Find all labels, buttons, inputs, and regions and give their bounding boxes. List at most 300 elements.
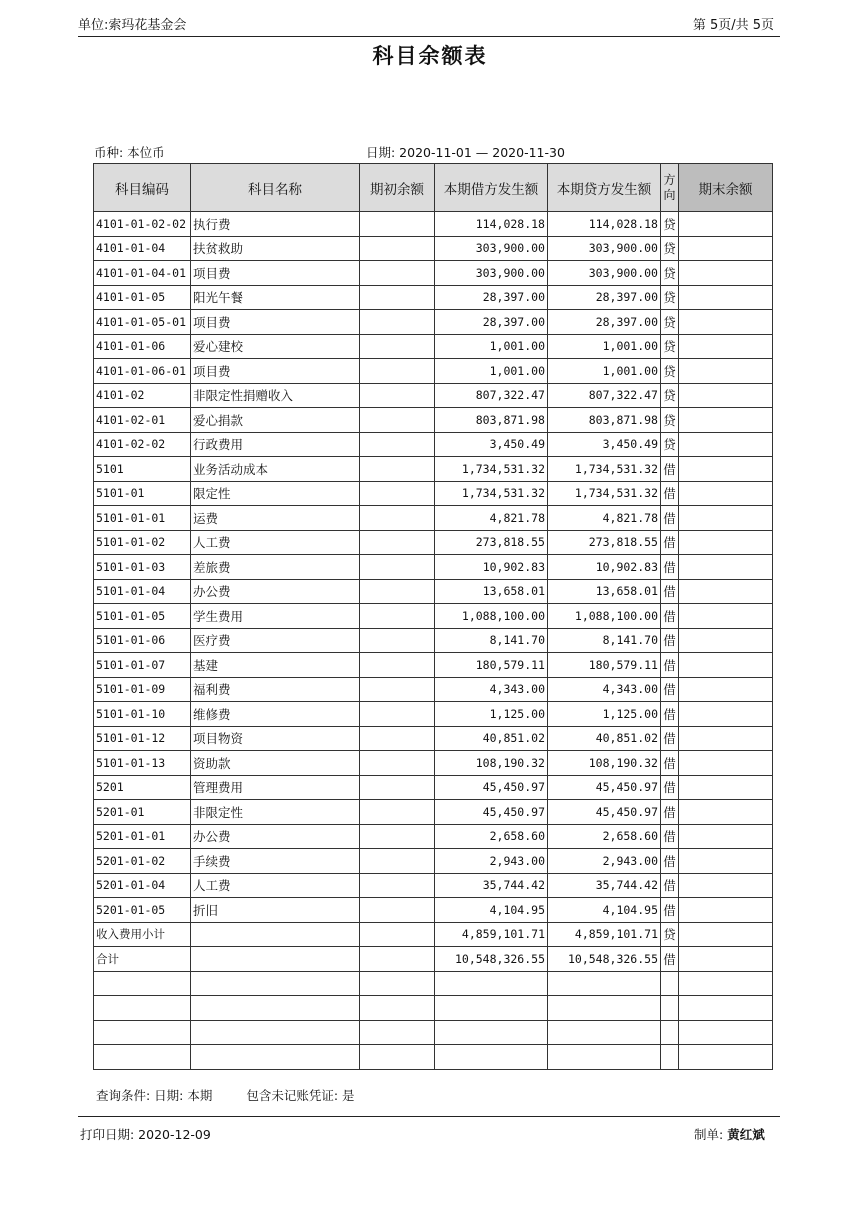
unit-label: 单位:索玛花基金会 xyxy=(78,18,187,33)
cell-code: 4101-02-01 xyxy=(94,408,191,433)
cell-opening xyxy=(360,1020,435,1045)
cell-name: 项目费 xyxy=(191,261,360,286)
cell-opening xyxy=(360,898,435,923)
cell-code: 5201-01-04 xyxy=(94,873,191,898)
cell-code: 5101-01-05 xyxy=(94,604,191,629)
cell-code: 5101-01-04 xyxy=(94,579,191,604)
table-header-row xyxy=(94,164,773,212)
cell-direction: 借 xyxy=(661,628,679,653)
table-row xyxy=(94,506,773,531)
table-row xyxy=(94,726,773,751)
cell-name: 办公费 xyxy=(191,579,360,604)
table-row xyxy=(94,212,773,237)
cell-direction xyxy=(661,1045,679,1070)
cell-credit: 303,900.00 xyxy=(548,261,661,286)
cell-name: 非限定性 xyxy=(191,800,360,825)
cell-name xyxy=(191,971,360,996)
cell-opening xyxy=(360,1045,435,1070)
cell-credit: 45,450.97 xyxy=(548,800,661,825)
header-name: 科目名称 xyxy=(191,164,360,212)
cell-code: 5101-01-12 xyxy=(94,726,191,751)
cell-debit: 4,859,101.71 xyxy=(435,922,548,947)
cell-opening xyxy=(360,726,435,751)
cell-opening xyxy=(360,922,435,947)
cell-ending xyxy=(679,261,773,286)
cell-direction: 借 xyxy=(661,506,679,531)
cell-debit: 273,818.55 xyxy=(435,530,548,555)
cell-opening xyxy=(360,457,435,482)
cell-code: 4101-02 xyxy=(94,383,191,408)
cell-credit: 13,658.01 xyxy=(548,579,661,604)
cell-name xyxy=(191,1045,360,1070)
cell-ending xyxy=(679,922,773,947)
cell-ending xyxy=(679,751,773,776)
cell-debit: 4,104.95 xyxy=(435,898,548,923)
cell-credit: 4,343.00 xyxy=(548,677,661,702)
cell-credit: 180,579.11 xyxy=(548,653,661,678)
cell-opening xyxy=(360,579,435,604)
table-row xyxy=(94,751,773,776)
cell-direction: 借 xyxy=(661,653,679,678)
cell-debit: 4,343.00 xyxy=(435,677,548,702)
cell-code: 5201 xyxy=(94,775,191,800)
cell-debit: 303,900.00 xyxy=(435,236,548,261)
cell-debit: 2,658.60 xyxy=(435,824,548,849)
cell-ending xyxy=(679,604,773,629)
header-credit: 本期贷方发生额 xyxy=(548,164,661,212)
cell-direction: 借 xyxy=(661,604,679,629)
cell-ending xyxy=(679,334,773,359)
cell-name: 限定性 xyxy=(191,481,360,506)
table-row xyxy=(94,922,773,947)
date-range: 日期: 2020-11-01 — 2020-11-30 xyxy=(366,145,565,160)
cell-name: 医疗费 xyxy=(191,628,360,653)
cell-direction: 借 xyxy=(661,898,679,923)
cell-opening xyxy=(360,383,435,408)
cell-credit: 1,001.00 xyxy=(548,359,661,384)
table-row xyxy=(94,653,773,678)
cell-debit: 108,190.32 xyxy=(435,751,548,776)
cell-opening xyxy=(360,261,435,286)
cell-debit: 1,001.00 xyxy=(435,334,548,359)
balance-table xyxy=(93,163,773,1070)
cell-debit: 1,001.00 xyxy=(435,359,548,384)
cell-name: 业务活动成本 xyxy=(191,457,360,482)
cell-name: 学生费用 xyxy=(191,604,360,629)
cell-direction: 贷 xyxy=(661,212,679,237)
cell-code: 5101-01-06 xyxy=(94,628,191,653)
table-row xyxy=(94,310,773,335)
cell-name: 差旅费 xyxy=(191,555,360,580)
cell-opening xyxy=(360,604,435,629)
cell-ending xyxy=(679,285,773,310)
cell-direction: 贷 xyxy=(661,334,679,359)
cell-credit xyxy=(548,996,661,1021)
cell-code: 收入费用小计 xyxy=(94,922,191,947)
cell-code: 4101-02-02 xyxy=(94,432,191,457)
cell-code: 5201-01-01 xyxy=(94,824,191,849)
cell-name: 项目费 xyxy=(191,359,360,384)
cell-ending xyxy=(679,359,773,384)
cell-direction: 贷 xyxy=(661,236,679,261)
cell-debit: 28,397.00 xyxy=(435,310,548,335)
cell-direction xyxy=(661,996,679,1021)
header-debit: 本期借方发生额 xyxy=(435,164,548,212)
cell-credit: 2,658.60 xyxy=(548,824,661,849)
cell-credit: 4,821.78 xyxy=(548,506,661,531)
cell-ending xyxy=(679,775,773,800)
cell-code xyxy=(94,1045,191,1070)
cell-credit: 10,902.83 xyxy=(548,555,661,580)
include-unposted-label: 包含未记账凭证: 是 xyxy=(246,1088,355,1103)
cell-opening xyxy=(360,359,435,384)
cell-name: 扶贫救助 xyxy=(191,236,360,261)
cell-opening xyxy=(360,873,435,898)
cell-direction: 贷 xyxy=(661,285,679,310)
cell-ending xyxy=(679,873,773,898)
cell-code xyxy=(94,971,191,996)
cell-code: 5101-01-03 xyxy=(94,555,191,580)
query-date-label: 查询条件: 日期: 本期 xyxy=(96,1088,213,1103)
cell-direction: 贷 xyxy=(661,383,679,408)
cell-opening xyxy=(360,310,435,335)
cell-code: 4101-01-04 xyxy=(94,236,191,261)
cell-opening xyxy=(360,408,435,433)
cell-name xyxy=(191,922,360,947)
table-row xyxy=(94,898,773,923)
table-row xyxy=(94,971,773,996)
cell-code xyxy=(94,996,191,1021)
table-row xyxy=(94,604,773,629)
cell-code xyxy=(94,1020,191,1045)
cell-debit: 40,851.02 xyxy=(435,726,548,751)
table-row xyxy=(94,996,773,1021)
cell-ending xyxy=(679,800,773,825)
cell-debit: 1,088,100.00 xyxy=(435,604,548,629)
cell-opening xyxy=(360,971,435,996)
cell-direction: 借 xyxy=(661,677,679,702)
cell-credit: 4,859,101.71 xyxy=(548,922,661,947)
cell-ending xyxy=(679,971,773,996)
cell-debit: 4,821.78 xyxy=(435,506,548,531)
cell-opening xyxy=(360,849,435,874)
table-row xyxy=(94,677,773,702)
cell-direction: 借 xyxy=(661,800,679,825)
table-row xyxy=(94,947,773,972)
cell-debit: 2,943.00 xyxy=(435,849,548,874)
cell-name: 管理费用 xyxy=(191,775,360,800)
cell-name: 办公费 xyxy=(191,824,360,849)
cell-code: 5101-01-09 xyxy=(94,677,191,702)
table-row xyxy=(94,873,773,898)
table-row xyxy=(94,628,773,653)
cell-credit xyxy=(548,971,661,996)
footer-divider xyxy=(78,1116,780,1117)
cell-credit: 40,851.02 xyxy=(548,726,661,751)
cell-code: 5101-01-02 xyxy=(94,530,191,555)
cell-ending xyxy=(679,628,773,653)
cell-code: 5101-01-01 xyxy=(94,506,191,531)
table-row xyxy=(94,359,773,384)
cell-credit xyxy=(548,1045,661,1070)
cell-opening xyxy=(360,677,435,702)
cell-ending xyxy=(679,677,773,702)
cell-credit xyxy=(548,1020,661,1045)
cell-code: 5201-01-02 xyxy=(94,849,191,874)
cell-code: 4101-01-06 xyxy=(94,334,191,359)
header-opening: 期初余额 xyxy=(360,164,435,212)
page-number: 第 5页/共 5页 xyxy=(692,18,774,33)
cell-opening xyxy=(360,555,435,580)
maker-name: 黄红斌 xyxy=(727,1127,765,1142)
header-ending: 期末余额 xyxy=(679,164,773,212)
cell-code: 4101-01-06-01 xyxy=(94,359,191,384)
table-row xyxy=(94,579,773,604)
cell-credit: 8,141.70 xyxy=(548,628,661,653)
header-direction: 方向 xyxy=(661,164,679,212)
cell-opening xyxy=(360,432,435,457)
cell-code: 4101-01-05 xyxy=(94,285,191,310)
cell-debit: 28,397.00 xyxy=(435,285,548,310)
cell-credit: 303,900.00 xyxy=(548,236,661,261)
table-row xyxy=(94,236,773,261)
cell-name: 执行费 xyxy=(191,212,360,237)
cell-direction: 贷 xyxy=(661,408,679,433)
cell-direction: 贷 xyxy=(661,310,679,335)
cell-debit xyxy=(435,971,548,996)
cell-ending xyxy=(679,555,773,580)
table-row xyxy=(94,457,773,482)
cell-ending xyxy=(679,898,773,923)
cell-opening xyxy=(360,947,435,972)
cell-debit: 45,450.97 xyxy=(435,800,548,825)
cell-opening xyxy=(360,751,435,776)
cell-direction xyxy=(661,971,679,996)
cell-ending xyxy=(679,383,773,408)
cell-opening xyxy=(360,530,435,555)
table-row xyxy=(94,849,773,874)
cell-name: 爱心建校 xyxy=(191,334,360,359)
cell-ending xyxy=(679,702,773,727)
cell-direction: 贷 xyxy=(661,922,679,947)
table-row xyxy=(94,800,773,825)
cell-opening xyxy=(360,653,435,678)
cell-opening xyxy=(360,824,435,849)
cell-ending xyxy=(679,457,773,482)
table-row xyxy=(94,383,773,408)
cell-name: 运费 xyxy=(191,506,360,531)
cell-opening xyxy=(360,996,435,1021)
cell-credit: 108,190.32 xyxy=(548,751,661,776)
cell-code: 4101-01-02-02 xyxy=(94,212,191,237)
cell-credit: 1,125.00 xyxy=(548,702,661,727)
cell-opening xyxy=(360,800,435,825)
cell-code: 4101-01-05-01 xyxy=(94,310,191,335)
cell-credit: 35,744.42 xyxy=(548,873,661,898)
cell-name: 人工费 xyxy=(191,530,360,555)
cell-direction: 借 xyxy=(661,775,679,800)
table-row xyxy=(94,775,773,800)
cell-opening xyxy=(360,775,435,800)
cell-opening xyxy=(360,212,435,237)
cell-credit: 10,548,326.55 xyxy=(548,947,661,972)
table-row xyxy=(94,530,773,555)
cell-credit: 4,104.95 xyxy=(548,898,661,923)
table-row xyxy=(94,1045,773,1070)
cell-debit: 303,900.00 xyxy=(435,261,548,286)
maker-label: 制单: xyxy=(694,1127,728,1142)
cell-credit: 1,001.00 xyxy=(548,334,661,359)
cell-name: 资助款 xyxy=(191,751,360,776)
cell-ending xyxy=(679,236,773,261)
cell-direction: 借 xyxy=(661,481,679,506)
report-title: 科目余额表 xyxy=(372,44,488,68)
cell-ending xyxy=(679,947,773,972)
cell-direction: 借 xyxy=(661,702,679,727)
cell-name: 阳光午餐 xyxy=(191,285,360,310)
query-conditions xyxy=(96,1086,355,1104)
cell-direction: 借 xyxy=(661,849,679,874)
cell-name: 项目物资 xyxy=(191,726,360,751)
cell-debit: 35,744.42 xyxy=(435,873,548,898)
cell-name xyxy=(191,996,360,1021)
cell-code: 5201-01-05 xyxy=(94,898,191,923)
cell-opening xyxy=(360,628,435,653)
cell-code: 5101-01 xyxy=(94,481,191,506)
cell-ending xyxy=(679,310,773,335)
cell-code: 5101-01-07 xyxy=(94,653,191,678)
cell-debit: 1,125.00 xyxy=(435,702,548,727)
cell-name xyxy=(191,1020,360,1045)
cell-opening xyxy=(360,285,435,310)
cell-code: 5101-01-13 xyxy=(94,751,191,776)
cell-direction: 借 xyxy=(661,726,679,751)
cell-ending xyxy=(679,996,773,1021)
cell-direction: 贷 xyxy=(661,359,679,384)
cell-credit: 2,943.00 xyxy=(548,849,661,874)
cell-name xyxy=(191,947,360,972)
cell-code: 5101 xyxy=(94,457,191,482)
cell-ending xyxy=(679,408,773,433)
cell-ending xyxy=(679,1045,773,1070)
cell-opening xyxy=(360,506,435,531)
cell-ending xyxy=(679,579,773,604)
cell-debit: 8,141.70 xyxy=(435,628,548,653)
cell-credit: 28,397.00 xyxy=(548,285,661,310)
cell-direction xyxy=(661,1020,679,1045)
cell-name: 项目费 xyxy=(191,310,360,335)
cell-credit: 28,397.00 xyxy=(548,310,661,335)
cell-direction: 贷 xyxy=(661,432,679,457)
cell-ending xyxy=(679,212,773,237)
table-row xyxy=(94,261,773,286)
cell-opening xyxy=(360,236,435,261)
table-row xyxy=(94,555,773,580)
cell-ending xyxy=(679,653,773,678)
cell-debit: 1,734,531.32 xyxy=(435,457,548,482)
cell-credit: 114,028.18 xyxy=(548,212,661,237)
cell-opening xyxy=(360,481,435,506)
cell-opening xyxy=(360,702,435,727)
cell-credit: 1,734,531.32 xyxy=(548,457,661,482)
print-date: 打印日期: 2020-12-09 xyxy=(80,1127,211,1142)
cell-ending xyxy=(679,530,773,555)
cell-ending xyxy=(679,432,773,457)
cell-name: 爱心捐款 xyxy=(191,408,360,433)
cell-code: 5201-01 xyxy=(94,800,191,825)
table-row xyxy=(94,481,773,506)
cell-name: 手续费 xyxy=(191,849,360,874)
table-row xyxy=(94,334,773,359)
cell-ending xyxy=(679,726,773,751)
cell-direction: 贷 xyxy=(661,261,679,286)
cell-ending xyxy=(679,824,773,849)
cell-debit xyxy=(435,1020,548,1045)
table-row xyxy=(94,408,773,433)
cell-code: 合计 xyxy=(94,947,191,972)
currency-label: 币种: 本位币 xyxy=(94,145,165,160)
cell-name: 维修费 xyxy=(191,702,360,727)
cell-name: 基建 xyxy=(191,653,360,678)
cell-credit: 273,818.55 xyxy=(548,530,661,555)
header-code: 科目编码 xyxy=(94,164,191,212)
cell-credit: 807,322.47 xyxy=(548,383,661,408)
cell-name: 非限定性捐赠收入 xyxy=(191,383,360,408)
table-row xyxy=(94,1020,773,1045)
cell-credit: 1,088,100.00 xyxy=(548,604,661,629)
cell-direction: 借 xyxy=(661,751,679,776)
cell-ending xyxy=(679,481,773,506)
cell-debit xyxy=(435,1045,548,1070)
cell-direction: 借 xyxy=(661,824,679,849)
cell-name: 人工费 xyxy=(191,873,360,898)
table-body xyxy=(94,212,773,1070)
cell-code: 5101-01-10 xyxy=(94,702,191,727)
cell-debit: 3,450.49 xyxy=(435,432,548,457)
cell-credit: 45,450.97 xyxy=(548,775,661,800)
cell-opening xyxy=(360,334,435,359)
cell-credit: 803,871.98 xyxy=(548,408,661,433)
cell-direction: 借 xyxy=(661,579,679,604)
cell-debit: 114,028.18 xyxy=(435,212,548,237)
cell-debit: 45,450.97 xyxy=(435,775,548,800)
cell-ending xyxy=(679,506,773,531)
cell-code: 4101-01-04-01 xyxy=(94,261,191,286)
cell-debit: 10,548,326.55 xyxy=(435,947,548,972)
maker xyxy=(694,1125,765,1143)
cell-debit: 1,734,531.32 xyxy=(435,481,548,506)
cell-debit xyxy=(435,996,548,1021)
table-row xyxy=(94,824,773,849)
cell-direction: 借 xyxy=(661,530,679,555)
table-row xyxy=(94,285,773,310)
cell-debit: 807,322.47 xyxy=(435,383,548,408)
cell-credit: 1,734,531.32 xyxy=(548,481,661,506)
cell-direction: 借 xyxy=(661,457,679,482)
cell-name: 行政费用 xyxy=(191,432,360,457)
cell-ending xyxy=(679,849,773,874)
cell-direction: 借 xyxy=(661,873,679,898)
cell-debit: 10,902.83 xyxy=(435,555,548,580)
cell-name: 福利费 xyxy=(191,677,360,702)
page-header xyxy=(78,10,780,37)
cell-debit: 13,658.01 xyxy=(435,579,548,604)
cell-direction: 借 xyxy=(661,555,679,580)
cell-debit: 180,579.11 xyxy=(435,653,548,678)
cell-ending xyxy=(679,1020,773,1045)
cell-direction: 借 xyxy=(661,947,679,972)
cell-name: 折旧 xyxy=(191,898,360,923)
